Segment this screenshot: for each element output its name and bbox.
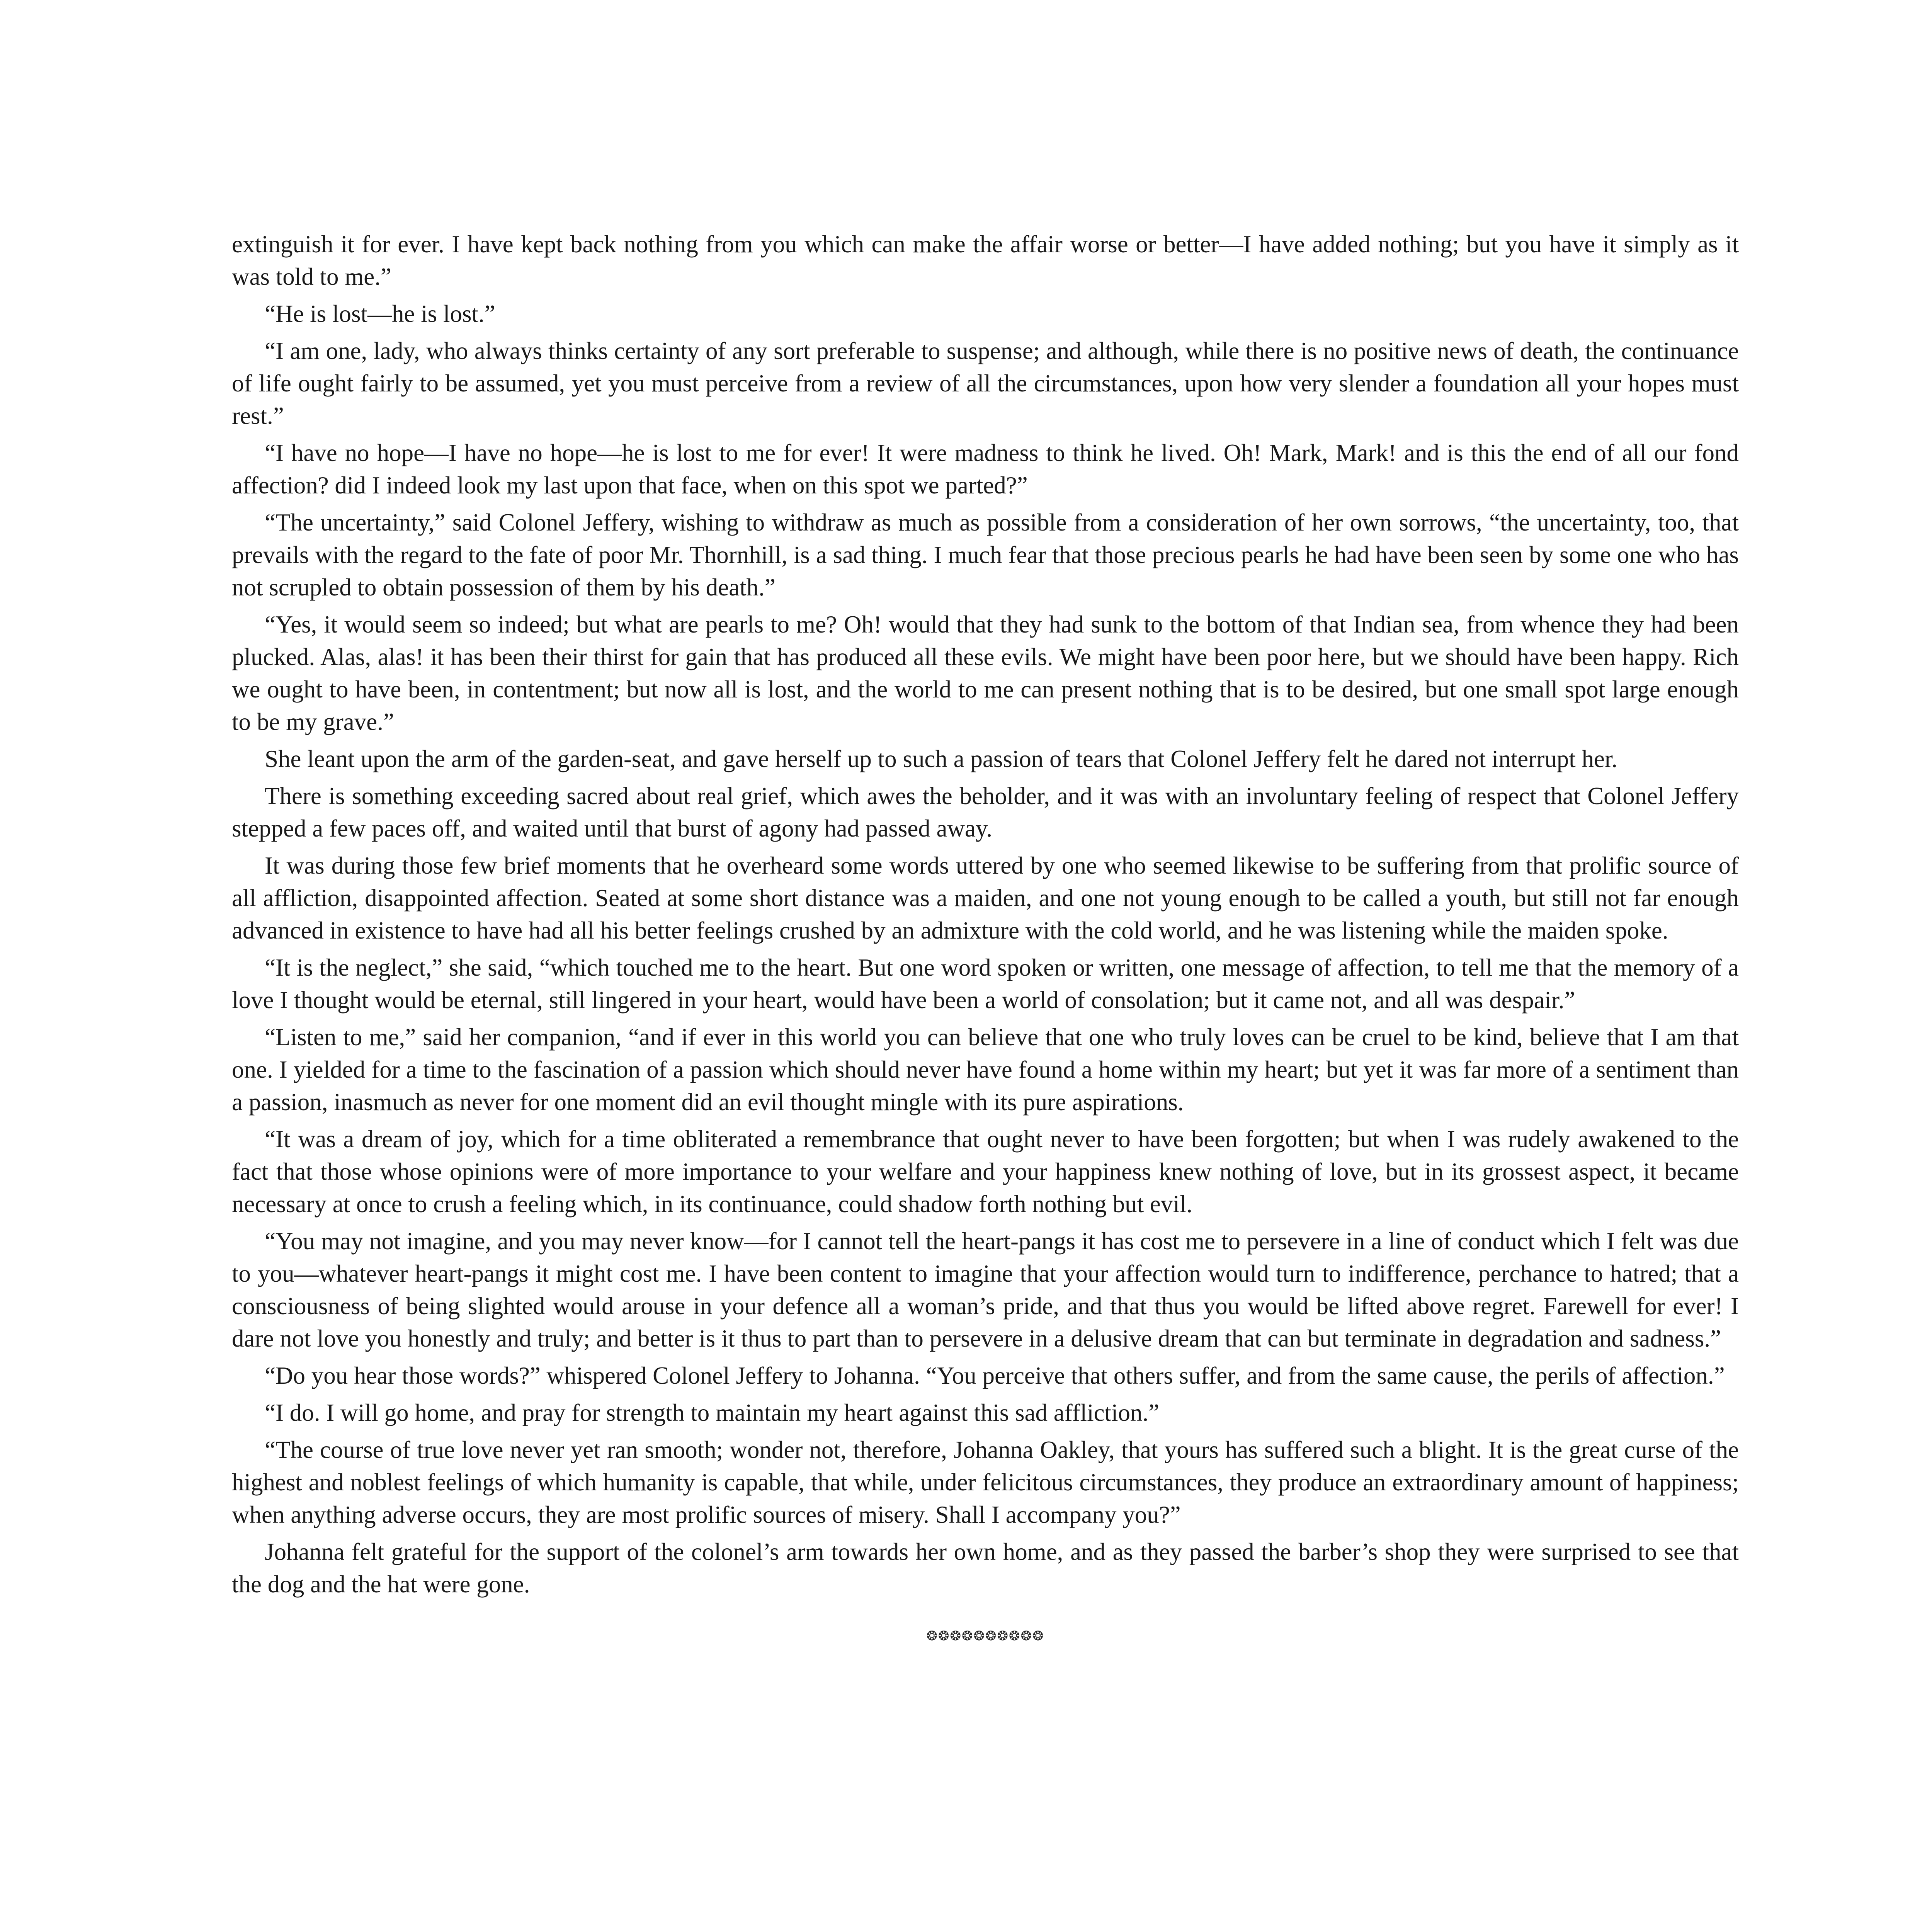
paragraph-2: “He is lost—he is lost.” (265, 300, 495, 327)
paragraph-13: “You may not imagine, and you may never know—for I cannot tell the heart-pangs it has cost me to persevere in a line of conduct which I felt was due to you—whatever heart-pangs it might cost me. I have been content to imagine that your affection would turn to indifference, perchance to hatred; that a consciousness of being slighted would arouse in your defence all a woman’s pride, and that thus you would be lifted above regret. Farewell for ever! I dare not love you honestly and truly; and better is it thus to part than to persevere in a delusive dream that can but terminate in degradation and sadness.” (232, 1228, 1739, 1352)
paragraph-4: “I have no hope—I have no hope—he is lost to me for ever! It were madness to think he lived. Oh! Mark, Mark! and is this the end of all our fond affection? did I indeed look my last upon that face, when on this spot we parted?” (232, 439, 1739, 499)
paragraph-7: She leant upon the arm of the garden-seat, and gave herself up to such a passion of tears that Colonel Jeffery felt he dared not interrupt her. (265, 745, 1618, 772)
paragraph-14: “Do you hear those words?” whispered Colonel Jeffery to Johanna. “You perceive that others suffer, and from the same cause, the perils of affection.” (265, 1362, 1725, 1389)
page-body (232, 228, 1739, 1652)
paragraph-3: “I am one, lady, who always thinks certainty of any sort preferable to suspense; and although, while there is no positive news of death, the continuance of life ought fairly to be assumed, yet you must perceive from a review of all the circumstances, upon how very slender a foundation all your hopes must rest.” (232, 337, 1739, 429)
paragraph-15: “I do. I will go home, and pray for strength to maintain my heart against this sad affliction.” (265, 1399, 1160, 1426)
paragraph-1: extinguish it for ever. I have kept back nothing from you which can make the affair worse or better—I have added nothing; but you have it simply as it was told to me.” (232, 231, 1739, 290)
paragraph-16: “The course of true love never yet ran smooth; wonder not, therefore, Johanna Oakley, that yours has suffered such a blight. It is the great curse of the highest and noblest feelings of which humanity is capable, that while, under felicitous circumstances, they produce an extraordinary amount of happiness; when anything adverse occurs, they are most prolific sources of misery. Shall I accompany you?” (232, 1436, 1739, 1528)
paragraph-5: “The uncertainty,” said Colonel Jeffery, wishing to withdraw as much as possible from a consideration of her own sorrows, “the uncertainty, too, that prevails with the regard to the fate of poor Mr. Thornhill, is a sad thing. I much fear that those precious pearls he had have been seen by some one who has not scrupled to obtain possession of them by his death.” (232, 509, 1739, 601)
paragraph-8: There is something exceeding sacred about real grief, which awes the beholder, and it was with an involuntary feeling of respect that Colonel Jeffery stepped a few paces off, and waited until that burst of agony had passed away. (232, 782, 1739, 842)
section-break-ornament: ❂❂❂❂❂❂❂❂❂❂ (926, 1628, 1044, 1644)
paragraph-11: “Listen to me,” said her companion, “and if ever in this world you can believe that one who truly loves can be cruel to be kind, believe that I am that one. I yielded for a time to the fascination of a passion which should never have found a home within my heart; but yet it was far more of a sentiment than a passion, inasmuch as never for one moment did an evil thought mingle with its pure aspirations. (232, 1024, 1739, 1116)
paragraph-12: “It was a dream of joy, which for a time obliterated a remembrance that ought never to have been forgotten; but when I was rudely awakened to the fact that those whose opinions were of more importance to your welfare and your happiness knew nothing of love, but in its grossest aspect, it became necessary at once to crush a feeling which, in its continuance, could shadow forth nothing but evil. (232, 1126, 1739, 1218)
paragraph-9: It was during those few brief moments that he overheard some words uttered by one who seemed likewise to be suffering from that prolific source of all affliction, disappointed affection. Seated at some short distance was a maiden, and one not young enough to be called a youth, but still not far enough advanced in existence to have had all his better feelings crushed by an admixture with the cold world, and he was listening while the maiden spoke. (232, 852, 1739, 944)
paragraph-17: Johanna felt grateful for the support of the colonel’s arm towards her own home, and as they passed the barber’s shop they were surprised to see that the dog and the hat were gone. (232, 1538, 1739, 1598)
paragraph-10: “It is the neglect,” she said, “which touched me to the heart. But one word spoken or written, one message of affection, to tell me that the memory of a love I thought would be eternal, still lingered in your heart, would have been a world of consolation; but it came not, and all was despair.” (232, 954, 1739, 1014)
paragraph-6: “Yes, it would seem so indeed; but what are pearls to me? Oh! would that they had sunk to the bottom of that Indian sea, from whence they had been plucked. Alas, alas! it has been their thirst for gain that has produced all these evils. We might have been poor here, but we should have been happy. Rich we ought to have been, in contentment; but now all is lost, and the world to me can present nothing that is to be desired, but one small spot large enough to be my grave.” (232, 611, 1739, 735)
